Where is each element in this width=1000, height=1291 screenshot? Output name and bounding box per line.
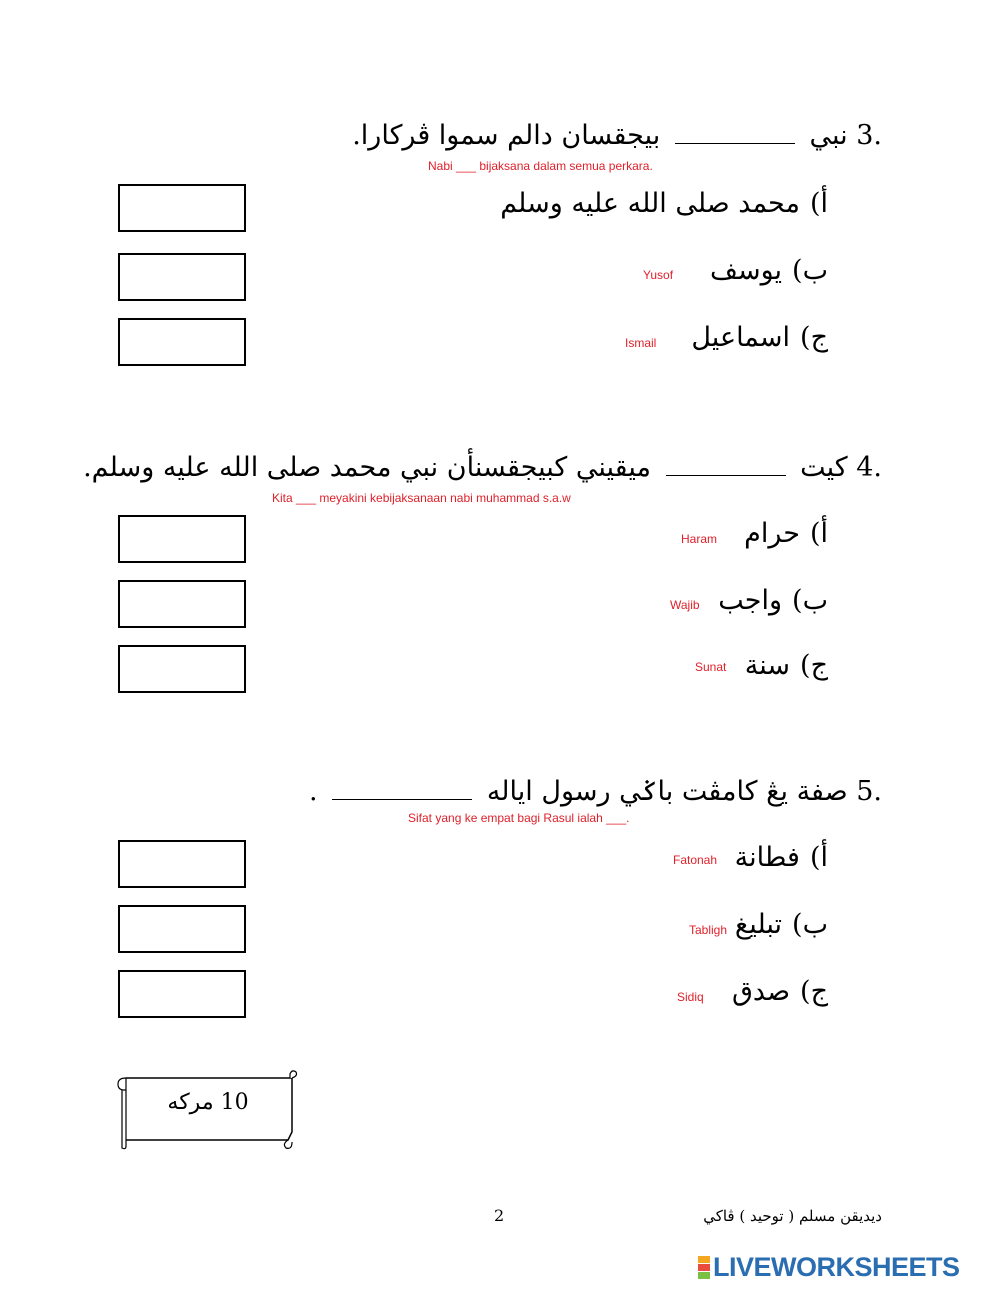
option-text: اسماعيل — [691, 322, 791, 353]
marks-label: 10 مركه — [167, 1090, 249, 1115]
brand-name: LIVEWORKSHEETS — [713, 1252, 960, 1282]
book-title: ديديقن مسلم ( توحيد ) ڤاكي — [703, 1207, 882, 1225]
option-translation: Yusof — [643, 268, 674, 282]
question-prefix: نبي — [809, 120, 848, 151]
question-3-option-b — [710, 255, 828, 286]
option-text: فطانة — [734, 842, 800, 873]
question-4-translation: Kita ___ meyakini kebijaksanaan nabi muhammad s.a.w — [272, 491, 571, 505]
option-text: يوسف — [710, 255, 783, 286]
question-suffix: بيجقسان دالم سموا ڤركارا. — [352, 120, 661, 151]
option-text: حرام — [744, 518, 800, 549]
option-letter: ب) — [792, 255, 828, 286]
option-translation: Ismail — [625, 336, 657, 350]
question-5-title — [309, 776, 882, 807]
question-3-option-a — [500, 188, 828, 219]
answer-box-3b[interactable] — [118, 253, 246, 301]
question-suffix: ميقيني كبيجقسنأن نبي محمد صلى الله عليه وسلم. — [83, 452, 651, 483]
question-3-option-c — [691, 322, 828, 353]
option-translation: Fatonah — [673, 853, 718, 867]
logo-icon — [698, 1256, 710, 1279]
option-text: تبليغ — [734, 909, 783, 940]
option-translation: Tabligh — [689, 923, 728, 937]
option-letter: ج) — [800, 322, 828, 353]
option-text: واجب — [718, 585, 783, 616]
question-4-title — [83, 452, 882, 483]
option-translation: Haram — [681, 532, 718, 546]
option-text: صدق — [731, 976, 791, 1007]
page-number: 2 — [494, 1206, 505, 1225]
option-letter: ب) — [792, 909, 828, 940]
answer-box-5b[interactable] — [118, 905, 246, 953]
question-number: 5. — [856, 776, 882, 807]
answer-box-3c[interactable] — [118, 318, 246, 366]
option-letter: أ) — [809, 188, 828, 219]
question-5-option-a — [735, 842, 828, 873]
question-3-title — [352, 120, 882, 151]
question-4-option-c — [745, 650, 828, 681]
option-letter: ب) — [792, 585, 828, 616]
answer-box-5a[interactable] — [118, 840, 246, 888]
answer-blank — [332, 781, 472, 800]
option-text: محمد صلى الله عليه وسلم — [500, 188, 800, 219]
answer-box-3a[interactable] — [118, 184, 246, 232]
question-number: 4. — [856, 452, 882, 483]
question-5-translation: Sifat yang ke empat bagi Rasul ialah ___. — [408, 811, 630, 825]
question-4-option-a — [744, 518, 828, 549]
answer-box-4c[interactable] — [118, 645, 246, 693]
answer-blank — [666, 457, 786, 476]
question-4-option-b — [718, 585, 828, 616]
question-3-translation: Nabi ___ bijaksana dalam semua perkara. — [428, 159, 653, 173]
question-5-option-b — [735, 909, 828, 940]
option-letter: أ) — [809, 842, 828, 873]
question-number: 3. — [856, 120, 882, 151]
question-5-option-c — [732, 976, 828, 1007]
option-text: سنة — [744, 650, 791, 681]
question-prefix: كيت — [800, 452, 848, 483]
answer-box-4a[interactable] — [118, 515, 246, 563]
liveworksheets-logo — [698, 1252, 960, 1283]
option-translation: Sunat — [695, 660, 727, 674]
answer-box-5c[interactable] — [118, 970, 246, 1018]
answer-blank — [675, 125, 795, 144]
answer-box-4b[interactable] — [118, 580, 246, 628]
option-letter: ج) — [800, 650, 828, 681]
option-letter: أ) — [809, 518, 828, 549]
option-letter: ج) — [800, 976, 828, 1007]
option-translation: Sidiq — [677, 990, 704, 1004]
question-suffix: . — [309, 776, 318, 807]
question-prefix: صفة يڠ كامڤت باݢي رسول اياله — [486, 776, 848, 807]
option-translation: Wajib — [670, 598, 700, 612]
